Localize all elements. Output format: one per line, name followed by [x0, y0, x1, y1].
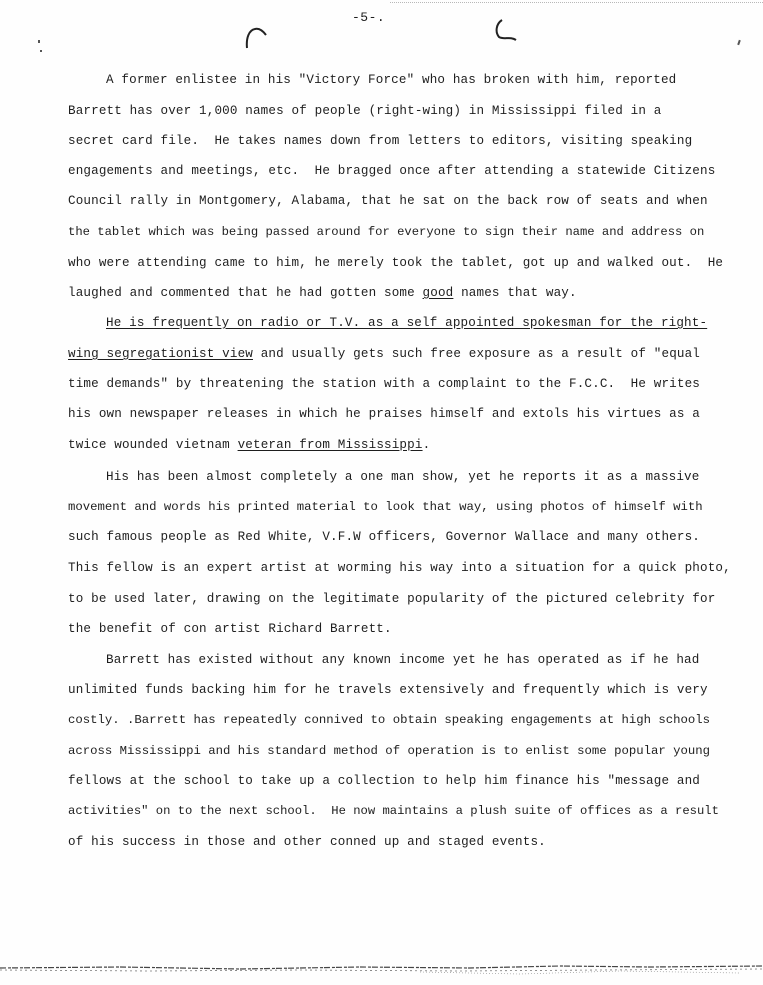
scan-edge-noise: [0, 958, 763, 982]
text-line: Council rally in Montgomery, Alabama, that he sat on the back row of seats and when: [68, 194, 708, 208]
text-line: activities" on to the next school. He now maintains a plush suite of offices as a result: [68, 804, 719, 818]
text-line-underlined: He is frequently on radio or T.V. as a self appointed spokesman for the right-: [106, 316, 708, 330]
text-line: [0, 285, 763, 301]
text-line: across Mississippi and his standard method of operation is to enlist some popular young: [68, 744, 711, 758]
text-line: fellows at the school to take up a collection to help him finance his "message and: [68, 774, 701, 788]
text-line: A former enlistee in his "Victory Force" who has broken with him, reported: [106, 73, 677, 87]
text-segment: names that way.: [453, 286, 577, 300]
text-segment: twice wounded vietnam: [68, 438, 238, 452]
text-line: time demands" by threatening the station with a complaint to the F.C.C. He writes: [68, 377, 701, 391]
underlined-phrase: veteran from Mississippi: [237, 438, 423, 452]
speck: [737, 40, 741, 45]
underlined-word: good: [422, 286, 454, 300]
text-line: [0, 437, 763, 453]
text-line: This fellow is an expert artist at worming his way into a situation for a quick photo,: [68, 561, 731, 575]
underlined-phrase: wing segregationist view: [68, 347, 253, 361]
text-line: of his success in those and other conned up and staged events.: [68, 835, 546, 849]
page-number: -5-.: [352, 10, 386, 25]
speck: [38, 40, 40, 43]
text-line: engagements and meetings, etc. He bragged once after attending a statewide Citizens: [68, 164, 716, 178]
text-line: Barrett has over 1,000 names of people (right-wing) in Mississippi filed in a: [68, 104, 662, 118]
text-line: costly. .Barrett has repeatedly connived to obtain speaking engagements at high schools: [68, 713, 711, 727]
text-line: Barrett has existed without any known income yet he has operated as if he had: [106, 653, 700, 667]
text-segment: laughed and commented that he had gotten some: [68, 286, 423, 300]
text-line: the tablet which was being passed around for everyone to sign their name and address on: [68, 225, 705, 239]
speck: [40, 50, 42, 52]
text-line: unlimited funds backing him for he travels extensively and frequently which is very: [68, 683, 708, 697]
text-line: the benefit of con artist Richard Barrett.: [68, 622, 392, 636]
text-segment: .: [422, 438, 431, 452]
text-line: who were attending came to him, he merely took the tablet, got up and walked out. He: [68, 256, 724, 270]
text-line: secret card file. He takes names down from letters to editors, visiting speaking: [68, 134, 693, 148]
text-line: such famous people as Red White, V.F.W officers, Governor Wallace and many others.: [68, 530, 701, 544]
hand-mark-right: [492, 18, 518, 42]
hand-mark-left: [243, 26, 269, 50]
text-line: His has been almost completely a one man show, yet he reports it as a massive: [106, 470, 700, 484]
text-segment: and usually gets such free exposure as a result of "equal: [252, 347, 701, 361]
text-line: [0, 346, 763, 362]
top-dotted-edge: [390, 2, 763, 3]
text-line: to be used later, drawing on the legitimate popularity of the pictured celebrity for: [68, 592, 716, 606]
text-line: his own newspaper releases in which he praises himself and extols his virtues as a: [68, 407, 701, 421]
text-line: movement and words his printed material to look that way, using photos of himself with: [68, 500, 703, 514]
